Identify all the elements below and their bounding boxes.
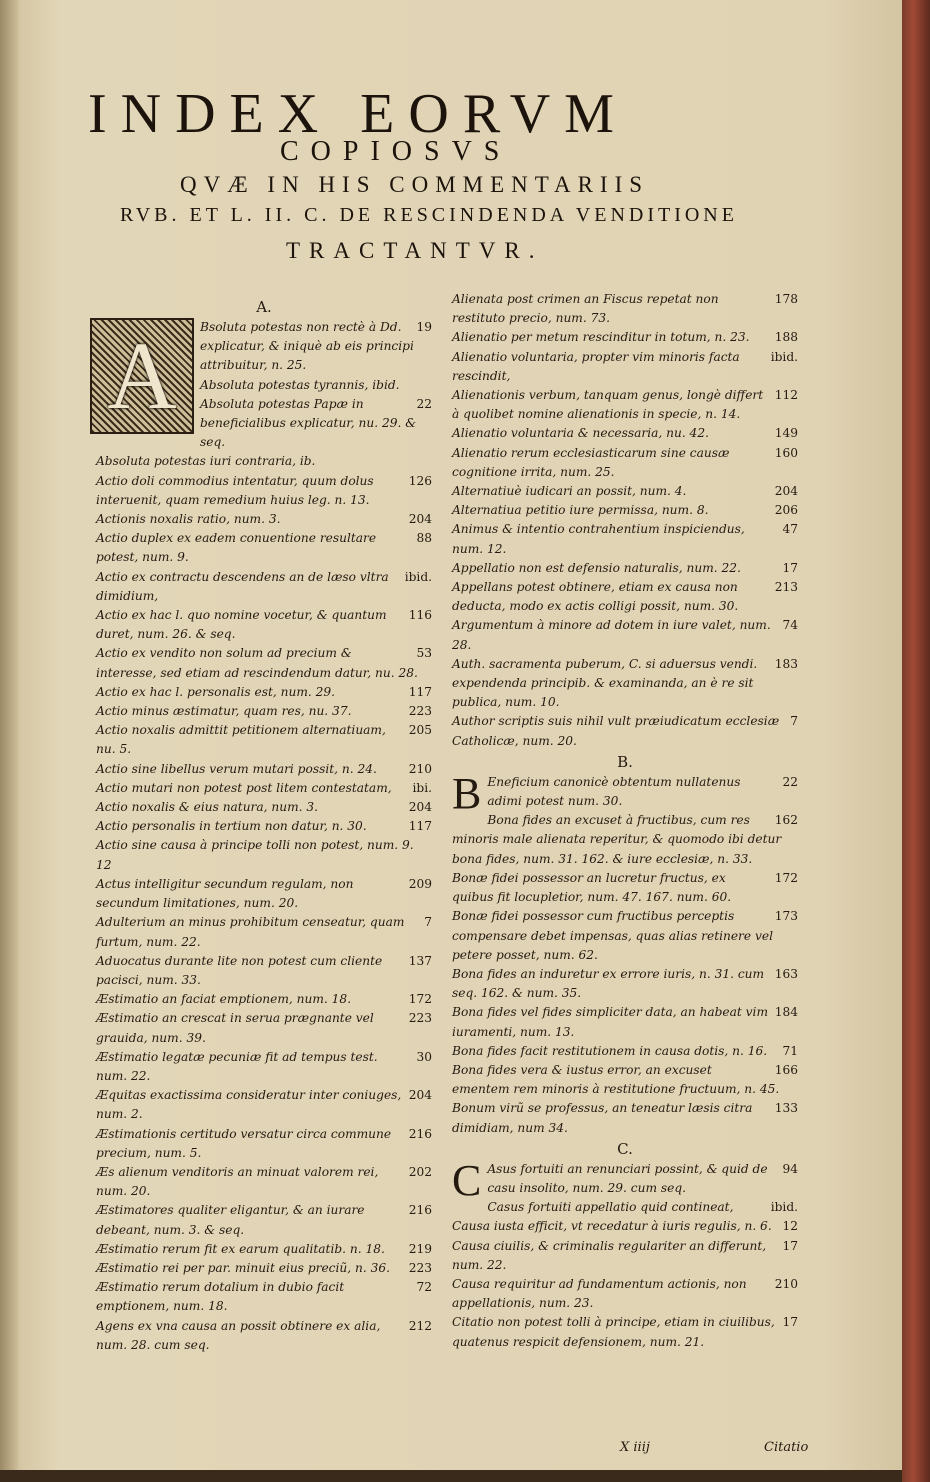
entry-text: Æstimationis certitudo versatur circa commune precium, num. 5.	[96, 1126, 392, 1160]
initial-letter-b: B	[452, 768, 482, 818]
page-reference: 163	[774, 966, 798, 981]
index-entry	[96, 1259, 432, 1278]
index-entry	[452, 1061, 798, 1099]
page-reference: 30	[416, 1049, 432, 1064]
entry-text: Absoluta potestas iuri contraria, ib.	[96, 454, 316, 469]
index-entry	[452, 768, 798, 818]
entry-text: Actio ex hac l. quo nomine vocetur, & quantum duret, num. 26. & seq.	[96, 608, 387, 642]
page-reference: 126	[408, 473, 432, 488]
page-reference: 202	[408, 1164, 432, 1179]
page-reference: 210	[774, 1276, 798, 1291]
section-letter-c: C.	[617, 1139, 633, 1158]
index-entry	[452, 1042, 798, 1061]
index-entry	[96, 1163, 432, 1201]
page-reference: ibid.	[770, 349, 798, 364]
entry-text: Causa ciuilis, & criminalis regulariter an differunt, num. 22.	[452, 1238, 767, 1272]
entry-text: Alienata post crimen an Fiscus repetat non restituto precio, num. 73.	[452, 292, 719, 326]
page-reference: 116	[408, 608, 432, 623]
page-reference: 204	[408, 512, 432, 527]
entry-text: Æstimatores qualiter eligantur, & an iurare debeant, num. 3. & seq.	[96, 1203, 365, 1237]
page-reference: 166	[774, 1062, 798, 1077]
page-reference: 94	[782, 1161, 798, 1176]
entry-text: Alienatio voluntaria, propter vim minoris facta rescindit,	[452, 349, 740, 383]
entry-text: Actionis noxalis ratio, num. 3.	[96, 512, 281, 527]
entry-text: Bona fides an induretur ex errore iuris, n. 31. cum seq. 162. & num. 35.	[452, 966, 765, 1001]
page-reference: 188	[774, 330, 798, 345]
page-reference: 53	[416, 646, 432, 661]
entry-text: Æs alienum venditoris an minuat valorem rei, num. 20.	[96, 1164, 379, 1199]
index-list-left	[96, 318, 432, 1355]
entry-text: Agens ex vna causa an possit obtinere ex alia, num. 28. cum seq.	[96, 1318, 381, 1352]
entry-text: Æstimatio legatæ pecuniæ fit ad tempus test. num. 22.	[96, 1049, 378, 1083]
section-letter-b: B.	[617, 752, 633, 771]
index-entry	[452, 965, 798, 1003]
page-reference: 19	[416, 320, 432, 334]
page-reference: 149	[774, 426, 798, 441]
page-reference: 17	[782, 560, 798, 575]
index-entry	[452, 348, 798, 386]
entry-text: Bonæ fidei possessor cum fructibus perceptis compensare debet impensas, quas alias retinere vel petere posset, num. 62.	[452, 909, 773, 962]
page-reference: 204	[774, 484, 798, 499]
page-reference: 213	[774, 580, 798, 595]
page-reference: 117	[408, 684, 432, 699]
index-entry	[96, 1048, 432, 1086]
page-reference: 47	[782, 522, 798, 537]
page-reference: 22	[782, 774, 798, 789]
index-entry	[452, 1313, 798, 1351]
title-line-5: TRACTANTVR.	[286, 238, 544, 263]
index-entry	[96, 1009, 432, 1047]
entry-text: Causa iusta efficit, vt recedatur à iuris regulis, n. 6.	[452, 1219, 772, 1234]
page-reference: 216	[408, 1203, 432, 1218]
entry-text: Æstimatio an faciat emptionem, num. 18.	[96, 992, 352, 1007]
entry-text: Actio ex vendito non solum ad precium & interesse, sed etiam ad rescindendum datur, nu. 28.	[96, 646, 418, 680]
entry-text: Alienationis verbum, tanquam genus, longè differt à quolibet nomine alienationis in specie, n. 14.	[452, 388, 764, 422]
page-reference: 74	[782, 618, 798, 633]
page-reference: 12	[782, 1219, 798, 1234]
page-reference: 223	[408, 704, 432, 719]
index-entry	[452, 328, 798, 347]
entry-text: Bonæ fidei possessor an lucretur fructus, ex quibus fit locupletior, num. 47. 167. num. 60.	[452, 870, 732, 905]
page-reference: 183	[774, 656, 798, 671]
entry-text: Alienatio voluntaria & necessaria, nu. 42.	[452, 426, 709, 441]
index-entry	[96, 952, 432, 990]
page-reference: 173	[774, 909, 798, 924]
page-reference: 22	[416, 396, 432, 411]
page-reference: 206	[774, 503, 798, 518]
page-reference: 88	[416, 531, 432, 546]
entry-text: Actio mutari non potest post litem contestatam,	[96, 780, 392, 795]
index-list-right-c	[452, 1155, 798, 1352]
entry-text: Argumentum à minore ad dotem in iure valet, num. 28.	[452, 618, 771, 652]
entry-text: Æstimatio an crescat in serua prægnante vel grauida, num. 39.	[96, 1011, 374, 1045]
page-reference: 71	[782, 1043, 798, 1058]
page-reference: 204	[408, 1088, 432, 1103]
index-entry	[96, 913, 432, 951]
index-entry	[96, 1086, 432, 1124]
page-reference: 72	[416, 1280, 432, 1295]
entry-text: Adulterium an minus prohibitum censeatur, quam furtum, num. 22.	[96, 915, 405, 949]
page-reference: 184	[774, 1005, 798, 1020]
index-entry	[452, 424, 798, 443]
page-reference: ibid.	[770, 1200, 798, 1215]
entry-text: Bona fides facit restitutionem in causa dotis, n. 16.	[452, 1043, 768, 1058]
index-entry	[452, 907, 798, 965]
entry-text: Actio noxalis & eius natura, num. 3.	[96, 800, 319, 815]
entry-text: Actio personalis in tertium non datur, n. 30.	[96, 819, 367, 834]
title-line-2: COPIOSVS	[280, 136, 512, 167]
index-entry	[452, 578, 798, 616]
entry-text: Aduocatus durante lite non potest cum cliente pacisci, num. 33.	[96, 953, 383, 987]
page-reference: 112	[774, 388, 798, 403]
index-entry	[452, 1155, 798, 1205]
index-entry	[452, 520, 798, 558]
entry-text: Æquitas exactissima consideratur inter coniuges, num. 2.	[96, 1088, 402, 1122]
index-entry	[96, 760, 432, 779]
page-reference: 210	[408, 761, 432, 776]
entry-text: Æstimatio rei per par. minuit eius preciũ, n. 36.	[96, 1260, 390, 1275]
left-column	[96, 296, 432, 1355]
index-entry	[452, 616, 798, 654]
entry-text: Bsoluta potestas non rectè à Dd. explicatur, & iniquè ab eis principi attribuitur, n. 25.	[200, 320, 414, 373]
decorated-initial-a	[90, 318, 194, 434]
index-list-right-a	[452, 290, 798, 751]
page-reference: 205	[408, 723, 432, 738]
entry-text: Absoluta potestas Papæ in beneficialibus explicatur, nu. 29. & seq.	[200, 396, 417, 450]
index-entry	[452, 1217, 798, 1236]
page-reference: 172	[774, 870, 798, 885]
index-entry	[452, 386, 798, 424]
entry-text: Appellans potest obtinere, etiam ex causa non deducta, modo ex actis colligi possit, num. 30.	[452, 580, 739, 614]
index-entry	[96, 1125, 432, 1163]
entry-text: Alternatiuè iudicari an possit, num. 4.	[452, 484, 687, 499]
page-reference: 178	[774, 292, 798, 306]
entry-text: Actio doli commodius intentatur, quum dolus interuenit, quam remedium huius leg. n. 13.	[96, 473, 374, 507]
index-entry	[96, 875, 432, 913]
page-reference: ibi.	[412, 780, 432, 795]
index-entry	[452, 482, 798, 501]
index-entry	[96, 1317, 432, 1355]
index-entry	[452, 712, 798, 750]
entry-text: Alienatio per metum rescinditur in totum, n. 23.	[452, 330, 750, 345]
index-entry	[96, 1240, 432, 1259]
page-reference: 223	[408, 1260, 432, 1275]
signature-mark: X iiij	[620, 1440, 650, 1455]
entry-text: Actio noxalis admittit petitionem alternatiuam, nu. 5.	[96, 723, 386, 757]
index-entry	[452, 559, 798, 578]
page-reference: 212	[408, 1318, 432, 1333]
page-gutter	[0, 0, 18, 1470]
initial-letter-c: C	[452, 1155, 482, 1205]
index-entry	[452, 1237, 798, 1275]
entry-text: Asus fortuiti an renunciari possint, & quid de casu insolito, num. 29. cum seq.	[487, 1161, 768, 1195]
index-entry	[96, 836, 432, 874]
entry-text: Casus fortuiti appellatio quid contineat,	[487, 1200, 734, 1215]
entry-text: Æstimatio rerum dotalium in dubio facit emptionem, num. 18.	[96, 1280, 345, 1314]
initial-letter-a: A	[107, 322, 177, 429]
page-reference: 219	[408, 1241, 432, 1256]
index-entry	[96, 1278, 432, 1316]
index-entry	[96, 1201, 432, 1239]
entry-text: Causa requiritur ad fundamentum actionis, non appellationis, num. 23.	[452, 1276, 747, 1311]
catchword: Citatio	[764, 1440, 809, 1455]
index-entry	[452, 290, 798, 328]
entry-text: Citatio non potest tolli à principe, etiam in ciuilibus, quatenus respicit defensionem, num. 21.	[452, 1315, 775, 1349]
index-entry	[96, 683, 432, 702]
index-entry	[96, 529, 432, 567]
index-entry	[452, 1099, 798, 1137]
entry-text: Appellatio non est defensio naturalis, num. 22.	[452, 560, 741, 575]
page-reference: 216	[408, 1126, 432, 1141]
index-entry	[452, 444, 798, 482]
right-column	[452, 290, 798, 1352]
index-entry	[96, 702, 432, 721]
title-line-3: QVÆ IN HIS COMMENTARIIS	[180, 172, 650, 197]
index-entry	[452, 1198, 798, 1217]
index-entry	[96, 510, 432, 529]
index-entry	[96, 779, 432, 798]
page-reference: 17	[782, 1238, 798, 1253]
section-letter-a: A.	[256, 298, 272, 316]
entry-text: Eneficium canonicè obtentum nullatenus adimi potest num. 30.	[487, 774, 741, 809]
entry-text: Bona fides vel fides simpliciter data, an habeat vim iuramenti, num. 13.	[452, 1005, 769, 1039]
entry-text: Actio sine causa à principe tolli non potest, num. 9. 12	[96, 838, 414, 872]
index-entry	[452, 811, 798, 869]
index-entry	[96, 452, 432, 471]
entry-text: Alternatiua petitio iure permissa, num. 8.	[452, 503, 709, 518]
title-line-1: INDEX EORVM	[88, 83, 628, 145]
page-reference: 117	[408, 819, 432, 834]
page-reference: 17	[782, 1315, 798, 1330]
page-reference: 137	[408, 953, 432, 968]
index-entry	[96, 817, 432, 836]
page-reference: 209	[408, 876, 432, 891]
page-reference: 162	[774, 813, 798, 828]
index-entry	[452, 501, 798, 520]
entry-text: Actio duplex ex eadem conuentione resultare potest, num. 9.	[96, 531, 377, 565]
index-entry	[96, 472, 432, 510]
page-reference: 172	[408, 992, 432, 1007]
entry-text: Actio sine libellus verum mutari possit, n. 24.	[96, 761, 377, 776]
index-entry	[452, 655, 798, 713]
index-entry	[96, 721, 432, 759]
index-entry	[96, 990, 432, 1009]
entry-text: Actio minus æstimatur, quam res, nu. 37.	[96, 704, 352, 719]
entry-text: Bona fides an excuset à fructibus, cum res minoris male alienata reperitur, & quomodo ibi detur bona fides, num. 31. 162. & iure ecclesiæ, n. 33.	[452, 813, 782, 866]
index-entry	[452, 1275, 798, 1313]
entry-text: Actio ex hac l. personalis est, num. 29.	[96, 684, 336, 699]
entry-text: Alienatio rerum ecclesiasticarum sine causæ cognitione irrita, num. 25.	[452, 445, 730, 479]
index-entry	[96, 798, 432, 817]
index-list-right-b	[452, 768, 798, 1138]
index-entry	[96, 606, 432, 644]
page-reference: 133	[774, 1101, 798, 1116]
entry-text: Author scriptis suis nihil vult præiudicatum ecclesiæ Catholicæ, num. 20.	[452, 714, 780, 748]
entry-text: Bona fides vera & iustus error, an excuset ementem rem minoris à restitutione fructuum, n. 45.	[452, 1062, 780, 1097]
page-reference: 204	[408, 800, 432, 815]
index-entry	[452, 869, 798, 907]
page-reference: 7	[424, 915, 432, 930]
entry-text: Auth. sacramenta puberum, C. si aduersus vendi. expendenda principib. & examinanda, an è re sit publica, num. 10.	[452, 656, 758, 710]
page-reference: ibid.	[404, 569, 432, 584]
page-reference: 160	[774, 445, 798, 460]
book-edge	[902, 0, 930, 1482]
index-entry	[96, 568, 432, 606]
entry-text: Animus & intentio contrahentium inspiciendus, num. 12.	[452, 522, 745, 556]
entry-text: Absoluta potestas tyrannis, ibid.	[200, 377, 400, 392]
index-entry	[452, 1003, 798, 1041]
page-reference: 223	[408, 1011, 432, 1026]
index-entry	[96, 644, 432, 682]
entry-text: Actio ex contractu descendens an de læso vltra dimidium,	[96, 569, 389, 603]
entry-text: Actus intelligitur secundum regulam, non secundum limitationes, num. 20.	[96, 876, 354, 911]
title-line-4: RVB. ET L. II. C. DE RESCINDENDA VENDITIONE	[120, 204, 738, 226]
entry-text: Æstimatio rerum fit ex earum qualitatib. n. 18.	[96, 1241, 385, 1256]
entry-text: Bonum virũ se professus, an teneatur læsis citra dimidiam, num 34.	[452, 1101, 753, 1135]
page-reference: 7	[790, 714, 798, 729]
